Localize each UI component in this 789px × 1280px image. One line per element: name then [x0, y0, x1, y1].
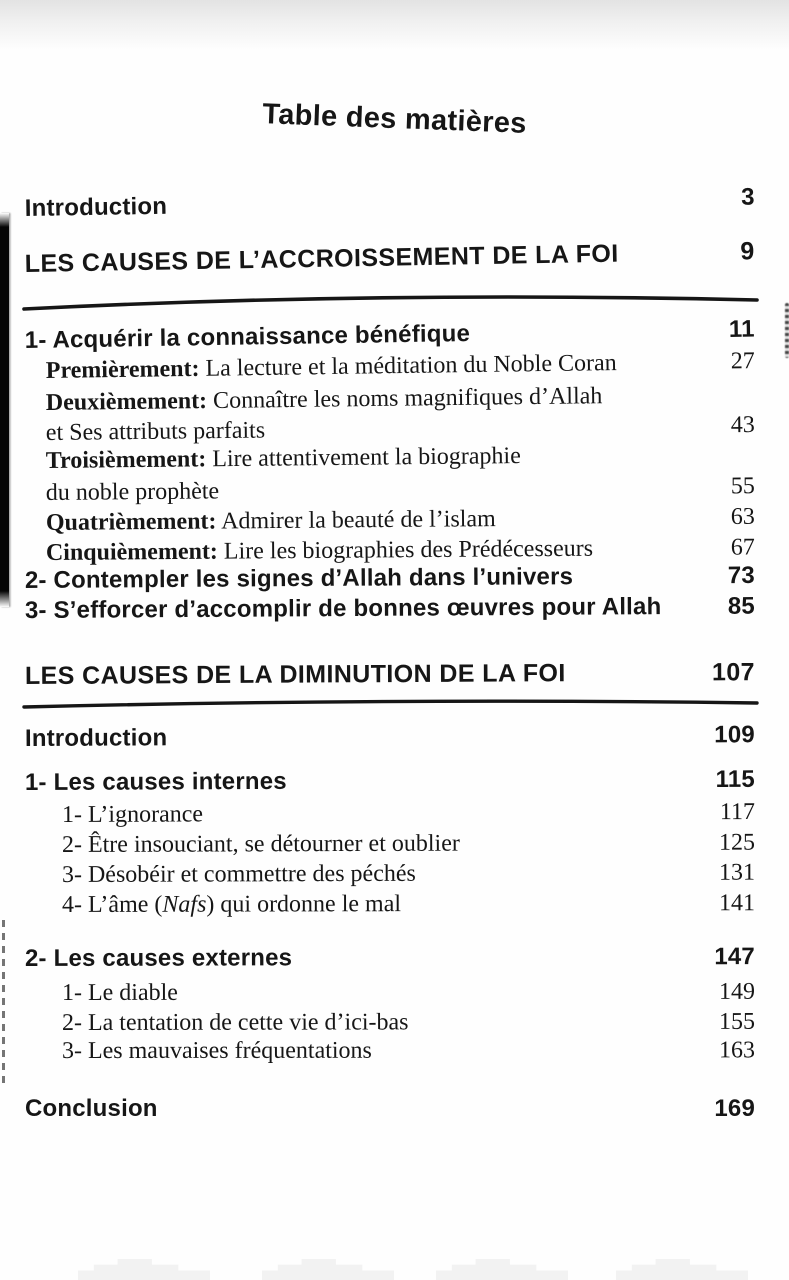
toc-entry-label — [25, 594, 672, 625]
toc-entry-text: Introduction — [24, 724, 168, 752]
toc-page-number: 147 — [714, 943, 755, 971]
section-rule-diminution — [24, 701, 757, 707]
toc-entry-text: LES CAUSES DE LA DIMINUTION DE LA FOI — [24, 659, 566, 690]
toc-page-number: 67 — [730, 534, 755, 561]
toc-entry — [25, 722, 755, 753]
toc-entry-text: et Ses attributs parfaits — [45, 417, 266, 447]
toc-entry-text: ) qui ordonne le mal — [206, 891, 402, 918]
toc-entry-text: Conclusion — [25, 1095, 158, 1122]
toc-entry-text: 1- L’ignorance — [61, 801, 204, 828]
toc-entry-label — [62, 980, 188, 1007]
toc-entry — [25, 1096, 755, 1123]
toc-entry-label — [46, 350, 627, 385]
toc-entry — [46, 534, 755, 566]
toc-entry — [62, 979, 755, 1007]
toc-entry-text: 2- Les causes externes — [24, 944, 293, 972]
toc-entry-label — [25, 564, 583, 595]
toc-page-number — [711, 401, 755, 402]
toc-entry-text: 3- S’efforcer d’accomplir de bonnes œuvres pour Allah — [24, 593, 662, 624]
page-top-shading — [0, 0, 789, 50]
toc-entry — [46, 504, 755, 537]
toc-entry-text: Troisièmement: — [45, 446, 207, 475]
toc-entry-text: 1- Le diable — [61, 979, 178, 1006]
section-rule-accroissement — [24, 297, 757, 309]
toc-entry-text: Lire attentivement la biographie — [206, 443, 521, 473]
toc-entry-text: Admirer la beauté de l’islam — [216, 506, 496, 535]
toc-entry — [62, 890, 755, 919]
toc-entry-text: Cinquièmement: — [45, 538, 218, 566]
toc-entry — [62, 1009, 755, 1037]
toc-page-number: 3 — [740, 183, 755, 211]
toc-page-number: 117 — [719, 798, 755, 826]
toc-entry-label — [46, 506, 506, 537]
toc-entry-text: 2- Être insouciant, se détourner et oublier — [61, 830, 460, 858]
toc-page-number: 141 — [718, 890, 755, 917]
toc-entry-text: Premièrement: — [45, 355, 200, 385]
toc-entry-label — [62, 831, 470, 859]
toc-entry — [46, 381, 755, 417]
toc-entry-text: Deuxièmement: — [45, 388, 208, 417]
toc-section-heading — [25, 658, 755, 690]
toc-entry-label — [25, 769, 297, 797]
page-gutter-shadow — [0, 213, 9, 607]
toc-entry-label — [25, 194, 178, 223]
toc-entry-label — [46, 478, 230, 507]
toc-entry — [25, 563, 755, 595]
toc-entry-label — [25, 321, 481, 355]
toc-section-heading — [25, 237, 755, 278]
scan-artifact-bottom-steps — [262, 1259, 394, 1280]
toc-page-number: 85 — [727, 592, 755, 620]
scan-artifact-bottom-steps — [78, 1259, 210, 1280]
toc-page-number: 107 — [711, 658, 755, 687]
toc-entry-label — [62, 891, 411, 919]
toc-entry-label — [46, 383, 613, 417]
toc-entry-text: Lire les biographies des Prédécesseurs — [217, 535, 594, 565]
toc-page-number: 109 — [714, 721, 755, 749]
toc-entry — [62, 1037, 755, 1064]
toc-entry — [46, 473, 755, 507]
toc-entry-label — [25, 1096, 168, 1123]
toc-entry — [46, 348, 755, 385]
toc-page-number: 73 — [727, 561, 755, 590]
toc-page-number: 149 — [718, 978, 755, 1005]
toc-entry-text: Introduction — [24, 192, 168, 223]
toc-entry-label — [25, 725, 178, 753]
toc-entry — [25, 767, 755, 797]
toc-page-number: 155 — [718, 1008, 755, 1035]
toc-entry-label — [25, 945, 302, 973]
toc-page-number: 63 — [730, 503, 755, 531]
scan-artifact-dashed-line — [2, 920, 5, 1088]
toc-entry — [62, 860, 755, 889]
toc-entry-italic-term: Nafs — [162, 891, 207, 918]
toc-page-number: 131 — [718, 859, 755, 886]
toc-entry — [62, 799, 755, 829]
toc-entry-text: 2- La tentation de cette vie d’ici-bas — [61, 1009, 409, 1036]
toc-entry-label — [62, 1038, 382, 1065]
toc-entry-label — [25, 659, 576, 690]
toc-entry-text: 3- Désobéir et commettre des péchés — [61, 860, 416, 888]
toc-entry — [25, 944, 755, 973]
toc-page-number: 55 — [730, 473, 755, 500]
toc-entry-label — [62, 1009, 419, 1036]
toc-page-number: 125 — [718, 829, 755, 856]
toc-page-number: 11 — [728, 315, 755, 343]
toc-entry-label — [62, 861, 426, 889]
toc-entry-label — [46, 443, 531, 475]
toc-entry-text: La lecture et la méditation du Noble Coran — [199, 350, 617, 382]
toc-entry-text: LES CAUSES DE L’ACCROISSEMENT DE LA FOI — [24, 239, 619, 278]
toc-entry-label — [62, 801, 213, 829]
scan-artifact-bottom-steps — [616, 1259, 748, 1280]
toc-page-number: 163 — [718, 1037, 755, 1064]
toc-entry-text: 3- Les mauvaises fréquentations — [61, 1037, 372, 1064]
toc-entry-text: du noble prophète — [45, 478, 220, 507]
scan-artifact-bottom-steps — [436, 1259, 568, 1280]
toc-page-number: 43 — [730, 411, 755, 439]
toc-entry-text: 4- L’âme ( — [61, 891, 163, 918]
toc-entry — [46, 441, 755, 475]
toc-page-number: 115 — [715, 765, 755, 793]
toc-entry-text: Quatrièmement: — [45, 508, 217, 537]
toc-entry — [62, 830, 755, 859]
toc-entry-label — [46, 536, 603, 567]
scan-artifact-right-edge — [785, 303, 789, 358]
toc-entry-text: 1- Les causes internes — [24, 767, 287, 796]
toc-page-number: 9 — [740, 237, 755, 266]
toc-page-number: 27 — [730, 348, 755, 375]
toc-entry-text: 2- Contempler les signes d’Allah dans l’univers — [24, 563, 574, 594]
toc-entry — [25, 594, 755, 625]
toc-entry-label — [25, 239, 629, 278]
page-title: Table des matières — [261, 98, 528, 141]
toc-entry-text: 1- Acquérir la connaissance bénéfique — [24, 320, 471, 355]
toc-entry-label — [46, 417, 276, 446]
toc-entry — [25, 185, 755, 223]
toc-entry-text: Connaître les noms magnifiques d’Allah — [206, 383, 603, 415]
toc-page-number: 169 — [714, 1095, 755, 1122]
